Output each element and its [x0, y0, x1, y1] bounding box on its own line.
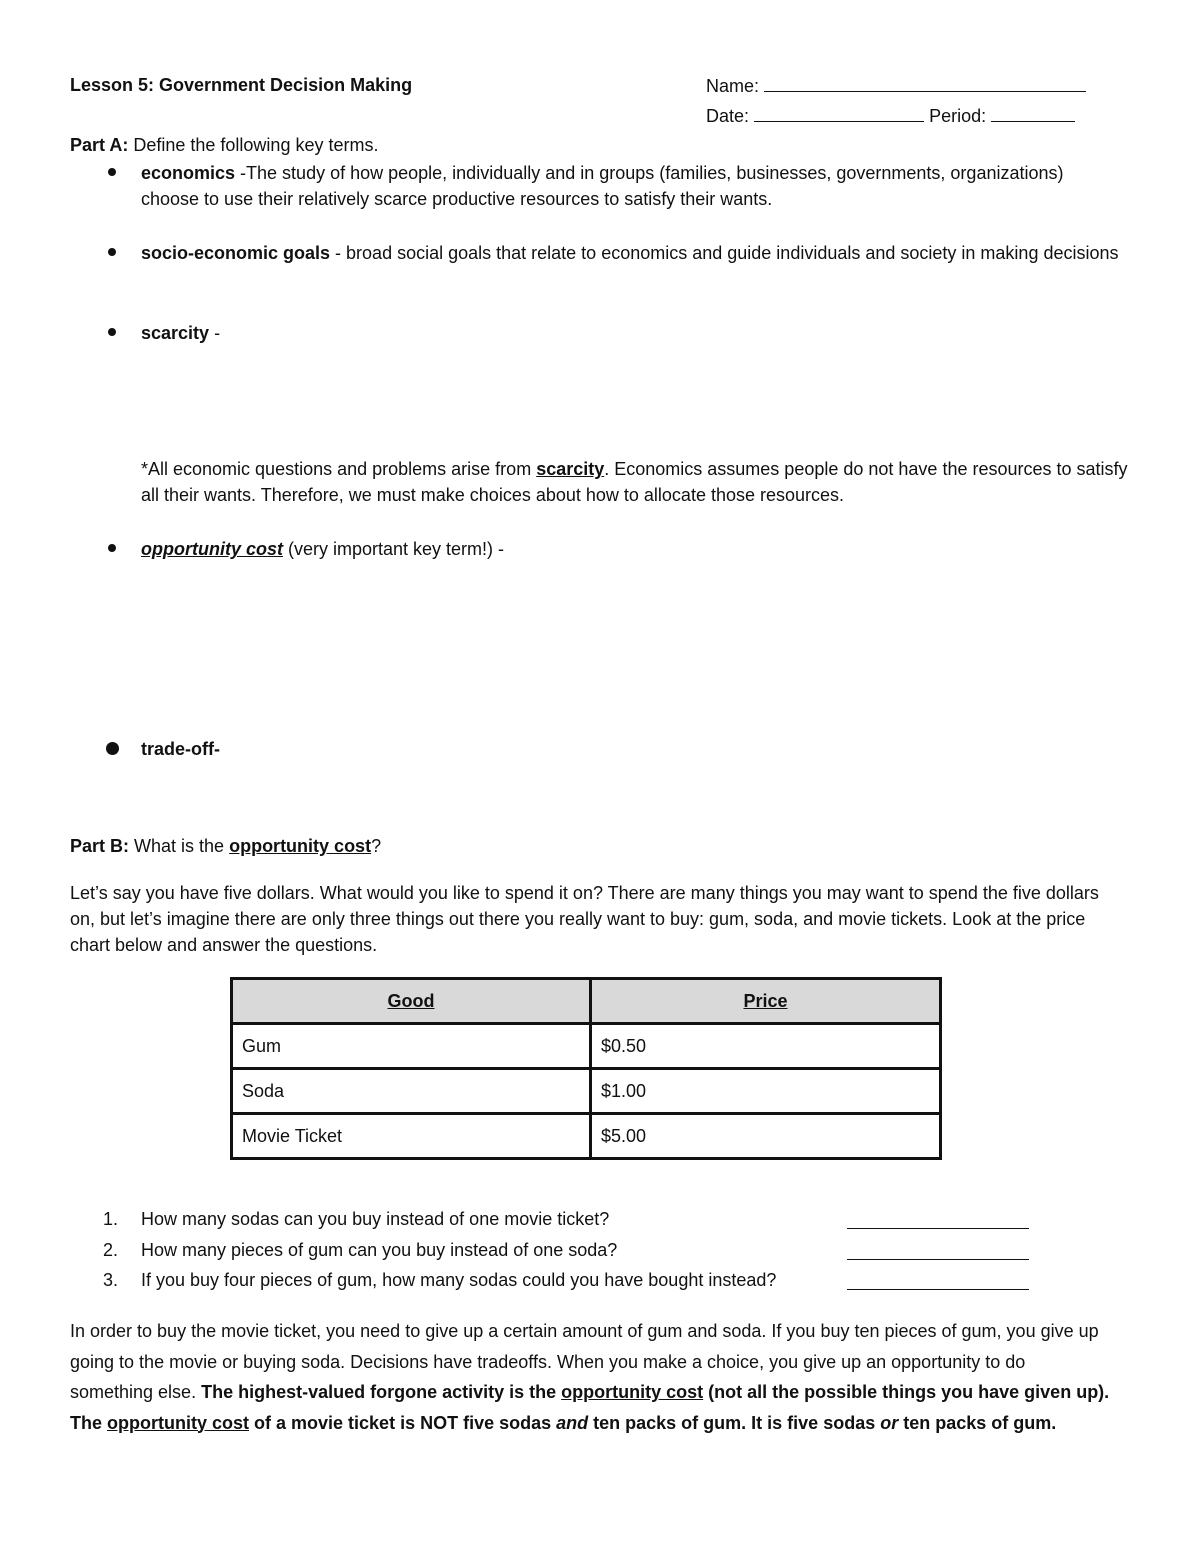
question-text: How many sodas can you buy instead of one movie ticket?: [141, 1209, 610, 1229]
term-label: opportunity cost: [141, 539, 283, 559]
part-b-intro: Let’s say you have five dollars. What would you like to spend it on? There are many things you may want to spend the five dollars on, but let’s imagine there are only three things out there you really want to buy: gum, soda, and movie tickets. Look at the price chart below and answer the questions.: [70, 883, 1099, 955]
answer-blank[interactable]: [847, 1289, 1029, 1290]
question-number: 2.: [103, 1240, 119, 1260]
note-text: . Economics assumes people do not have the resources to satisfy all their wants. Therefore, we must make choices about how to allocate those resources.: [141, 459, 1128, 505]
part-a-heading: [70, 135, 378, 156]
bullet-icon: [108, 328, 116, 336]
closing-keyword: opportunity cost: [561, 1382, 704, 1402]
term-scarcity: [141, 320, 1041, 346]
cell-price: $0.50: [591, 1024, 941, 1069]
part-b-keyword: opportunity cost: [229, 836, 372, 856]
note-keyword: scarcity: [536, 459, 605, 479]
bullet-icon: [108, 168, 116, 176]
part-a-instruction: Define the following key terms.: [133, 135, 379, 155]
table-header-row: [232, 979, 941, 1024]
part-a-label: Part A:: [70, 135, 129, 155]
header-price: Price: [591, 979, 941, 1024]
term-label: economics: [141, 163, 236, 183]
cell-good: Movie Ticket: [232, 1114, 591, 1159]
term-opportunity-cost: [141, 536, 1041, 562]
cell-price: $1.00: [591, 1069, 941, 1114]
term-trade-off: [141, 736, 1041, 762]
term-definition: -: [209, 323, 221, 343]
date-period-fields: [706, 105, 1075, 127]
date-blank[interactable]: [754, 105, 924, 122]
closing-bold: The highest-valued forgone activity is the: [201, 1382, 562, 1402]
closing-text: In order to buy the movie ticket, you need to give up a certain amount of gum and soda. If you buy ten pieces of gum, you give up going to the movie or buying soda. Decisions have tradeoffs. When you make a choice, you give up an opportunity to do something else.: [70, 1321, 1099, 1402]
term-definition: -The study of how people, individually and in groups (families, businesses, governments, organizations) choose to use their relatively scarce productive resources to satisfy their wants.: [141, 163, 1064, 209]
question-number: 1.: [103, 1209, 119, 1229]
cell-price: $5.00: [591, 1114, 941, 1159]
closing-italic: or: [880, 1412, 899, 1433]
scarcity-note: [141, 456, 1136, 508]
answer-blank[interactable]: [847, 1228, 1029, 1229]
bullet-icon: [108, 544, 116, 552]
part-b-question: What is the: [134, 836, 230, 856]
question-text: If you buy four pieces of gum, how many sodas could you have bought instead?: [141, 1270, 777, 1290]
closing-bold: ten packs of gum.: [898, 1412, 1057, 1433]
bullet-icon: [108, 248, 116, 256]
answer-blank[interactable]: [847, 1259, 1029, 1260]
table-row: [232, 1114, 941, 1159]
period-label: Period:: [929, 106, 987, 126]
question-number: 3.: [103, 1270, 119, 1290]
page-title: Lesson 5: Government Decision Making: [70, 75, 413, 95]
closing-paragraph: [70, 1316, 1110, 1438]
term-definition: - broad social goals that relate to economics and guide individuals and society in making decisions: [330, 243, 1119, 263]
term-label: scarcity: [141, 323, 210, 343]
part-b-heading: [70, 836, 381, 857]
cell-good: Gum: [232, 1024, 591, 1069]
question-text: How many pieces of gum can you buy instead of one soda?: [141, 1240, 618, 1260]
closing-bold: (not all the possible things you have given up). The: [70, 1382, 1110, 1433]
term-economics: [141, 160, 1101, 212]
date-label: Date:: [706, 106, 750, 126]
term-socio-economic-goals: [141, 240, 1131, 266]
closing-italic: and: [556, 1412, 589, 1433]
name-blank[interactable]: [764, 75, 1086, 92]
header-good: Good: [232, 979, 591, 1024]
period-blank[interactable]: [991, 105, 1075, 122]
bullet-icon: [106, 742, 119, 755]
closing-keyword: opportunity cost: [107, 1412, 250, 1433]
closing-bold: of a movie ticket is NOT five sodas: [249, 1412, 557, 1433]
part-b-label: Part B:: [70, 836, 130, 856]
part-b-question-end: ?: [371, 836, 382, 856]
name-field[interactable]: [706, 75, 1086, 97]
term-label: trade-off-: [141, 739, 220, 759]
name-label: Name:: [706, 76, 760, 96]
price-table: [230, 977, 942, 1160]
cell-good: Soda: [232, 1069, 591, 1114]
term-definition: (very important key term!) -: [283, 539, 505, 559]
table-row: [232, 1024, 941, 1069]
term-label: socio-economic goals: [141, 243, 331, 263]
table-row: [232, 1069, 941, 1114]
note-text: *All economic questions and problems arise from: [141, 459, 537, 479]
closing-bold: ten packs of gum. It is five sodas: [588, 1412, 881, 1433]
